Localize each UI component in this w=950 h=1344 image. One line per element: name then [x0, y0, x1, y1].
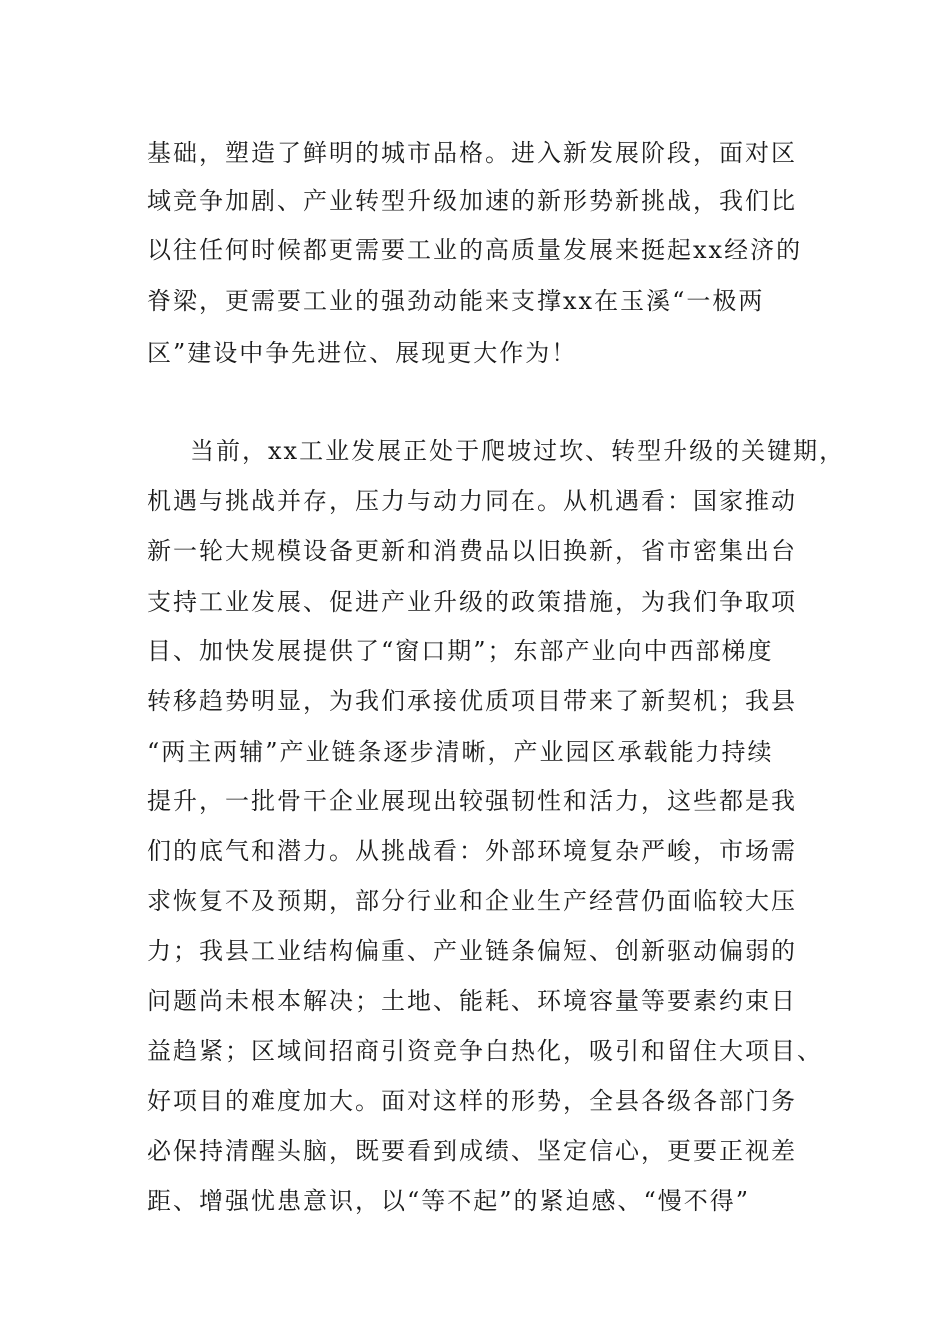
text-line: 提升，一批骨干企业展现出较强韧性和活力，这些都是我 — [147, 787, 797, 815]
text-line: 当前，xx工业发展正处于爬坡过坎、转型升级的关键期， — [190, 437, 846, 465]
text-line: 转移趋势明显，为我们承接优质项目带来了新契机；我县 — [147, 687, 797, 715]
text-line: 好项目的难度加大。面对这样的形势，全县各级各部门务 — [147, 1087, 797, 1115]
text-line: 必保持清醒头脑，既要看到成绩、坚定信心，更要正视差 — [147, 1137, 797, 1165]
text-line: 以往任何时候都更需要工业的高质量发展来挺起xx经济的 — [147, 236, 803, 264]
text-line: 力；我县工业结构偏重、产业链条偏短、创新驱动偏弱的 — [147, 937, 797, 965]
text-line: 目、加快发展提供了“窗口期”；东部产业向中西部梯度 — [147, 637, 774, 665]
text-line: 益趋紧；区域间招商引资竞争白热化，吸引和留住大项目、 — [147, 1037, 823, 1065]
text-line: 域竞争加剧、产业转型升级加速的新形势新挑战，我们比 — [147, 187, 797, 215]
text-line: 机遇与挑战并存，压力与动力同在。从机遇看：国家推动 — [147, 487, 797, 515]
text-line: 们的底气和潜力。从挑战看：外部环境复杂严峻，市场需 — [147, 837, 797, 865]
text-line: 新一轮大规模设备更新和消费品以旧换新，省市密集出台 — [147, 537, 797, 565]
text-line: 问题尚未根本解决；土地、能耗、环境容量等要素约束日 — [147, 987, 797, 1015]
text-line: “两主两辅”产业链条逐步清晰，产业园区承载能力持续 — [147, 738, 774, 766]
text-line: 支持工业发展、促进产业升级的政策措施，为我们争取项 — [147, 588, 797, 616]
text-line: 求恢复不及预期，部分行业和企业生产经营仍面临较大压 — [147, 887, 797, 915]
text-line: 距、增强忧患意识，以“等不起”的紧迫感、“慢不得” — [147, 1187, 751, 1215]
text-line: 基础，塑造了鲜明的城市品格。进入新发展阶段，面对区 — [147, 139, 797, 167]
text-line: 区”建设中争先进位、展现更大作为！ — [147, 339, 578, 367]
text-line: 脊梁，更需要工业的强劲动能来支撑xx在玉溪“一极两 — [147, 287, 765, 315]
